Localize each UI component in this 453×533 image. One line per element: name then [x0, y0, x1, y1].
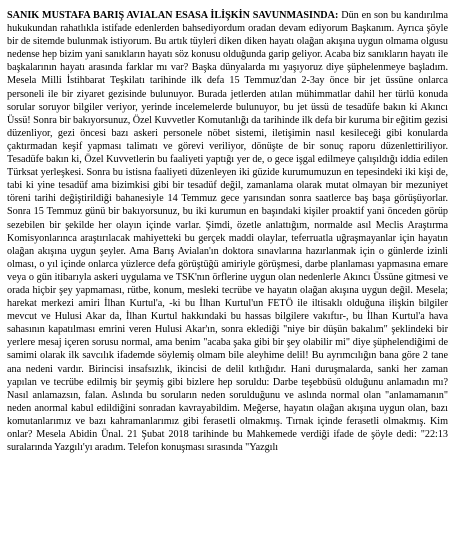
statement-heading: SANIK MUSTAFA BARIŞ AVIALAN ESASA İLİŞKİN SAVUNMASINDA:	[7, 10, 339, 21]
statement-body: Dün en son bu kandırılma hukukundan rahatlıkla istifade edenlerden bahsediyordum oradan devam ediyorum Başkanım. Ayrıca şöyle bir de sitemde bulunmak istiyorum. Bu artık tüyleri diken diken hayatı olağan akışına uygun olmama olgusu nedense hep bizim yani sanıkların hayatı söz konusu olduğunda garip geliyor. Acaba biz sanıkların hayatı ile başkalarının hayatı arasında farklar mı var? Başka dünyalarda mı yaşıyoruz diye şüphelenmeye başladım. Mesela Milli İstihbarat Teşkilatı tarihinde ilk defa 15 Temmuz'dan 2-3ay önce bir jet üssüne onlarca personeli ile bir ziyaret gezisinde bulunuyor. Burada jetlerden atılan mühimmatlar dahil her türlü konuda sorular soruyor bilgiler veriyor, yerinde incelemelerde bulunuyor, bu jet üssü de tesadüfe bakın ki Akıncı Üssü! Sonra bir bakıyorsunuz, Özel Kuvvetler Komutanlığı da tarihinde ilk defa bir kuruma bir eğitim gezisi düzenliyor, gezi öncesi bazı askeri personele nöbet sistemi, iletişimin nasıl kesileceği gibi konularda çaktırmadan keşif yapması talimatı ve görevi veriliyor, dönüşte de bir sonuç raporu düzenlettiriliyor. Tesadüfe bakın ki, Özel Kuvvetlerin bu faaliyeti yaptığı yer de, o gece işgal edilmeye çalışıldığı iddia edilen Türksat yerleşkesi. Sonra bu istisna faaliyeti düzenleyen iki güzide kurumumuzun en tepesindeki iki kişi de, tabi ki yine tesadüf ama bizimkisi gibi bir tesadüf değil, zamanlama olarak mutat olmayan bir mezuniyet töreni tarihi değiştirildiği bahanesiyle 14 Temmuz gece yarısından sonra saatlerce baş başa görüşüyorlar. Sonra 15 Temmuz günü bir bakıyorsunuz, bu iki kurumun en başındaki kişiler proaktif yani önceden görüp sezebilen bir şekilde her olayın içinde varlar. Şimdi, özetle anlattığım, normalde asıl Meclis Araştırma Komisyonlarınca araştırılacak mahiyetteki bu gerçek maddi olaylar, teferruatla uğraşmayanlar için hayatın olağan akışına uygun şeyler. Ama Barış Avialan'ın doktora sınavlarına hazırlanmak için o günlerde izinli olması, o yıl içinde onlarca yüzlerce defa görüştüğü amiriyle görüşmesi, darbe planlaması yapmasına emare veya o gün itibarıyla askeri uygulama ve TSK'nın örflerine uygun olan nedenlerle Akıncı Üssüne gitmesi ve orada hiçbir şey yapmaması, rütbe, konum, mesleki tecrübe ve hayatın olağan akışına uygun değil. Mesela; harekat merkezi amiri İlhan Kurtul'a, -ki bu İlhan Kurtul'un FETÖ ile iltisaklı olduğuna ilişkin bilgiler mevcut ve Hulusi Akar da, İlhan Kurtul hakkındaki bu hassas bilgilere vakıftır-, bu İlhan Kurtul'a hava sahasının kapatılması emrini veren Hulusi Akar'ın, sonra eklediği "niye bir düşün bakalım" şeklindeki bir yerlere mesaj içeren sorusu normal, ama benim "acaba şaka gibi bir şey olabilir mi" diye şüphelendiğimi de samimi olarak ilk savcılık ifademde söylemiş olmam bile aleyhime delil! Bu ayrımcılığın bana göre 2 tane ana nedeni vardır. Birincisi insafsızlık, ikincisi de delil kıtlığıdır. Hani duruşmalarda, sanki her zaman yapılan ve tecrübe edilmiş bir şeymiş gibi bizlere hep soruldu: Darbe teşebbüsü olduğunu anlamadın mı? Nasıl anlamazsın, falan. Aslında bu soruların neden sorulduğunu ve aslında normal olan "anlamamanın" neden anormal kabul edildiğini sonradan kavrayabildim. Meğerse, hayatın olağan akışına uygun olan, bazı komutanlarımız ve bazı kahramanlarımız gibi ferasetli olmakmış. Tırnak içinde ferasetli olmakmış. Kim onlar? Mesela Abidin Ünal. 21 Şubat 2018 tarihinde bu Mahkemede verdiği ifade de şöyle dedi: "22:13 suralarında Yazgılı'yı aradım. Telefon konuşması sırasında "Yazgılı	[7, 10, 448, 454]
defense-statement-paragraph	[7, 9, 448, 454]
document-page	[7, 9, 448, 529]
